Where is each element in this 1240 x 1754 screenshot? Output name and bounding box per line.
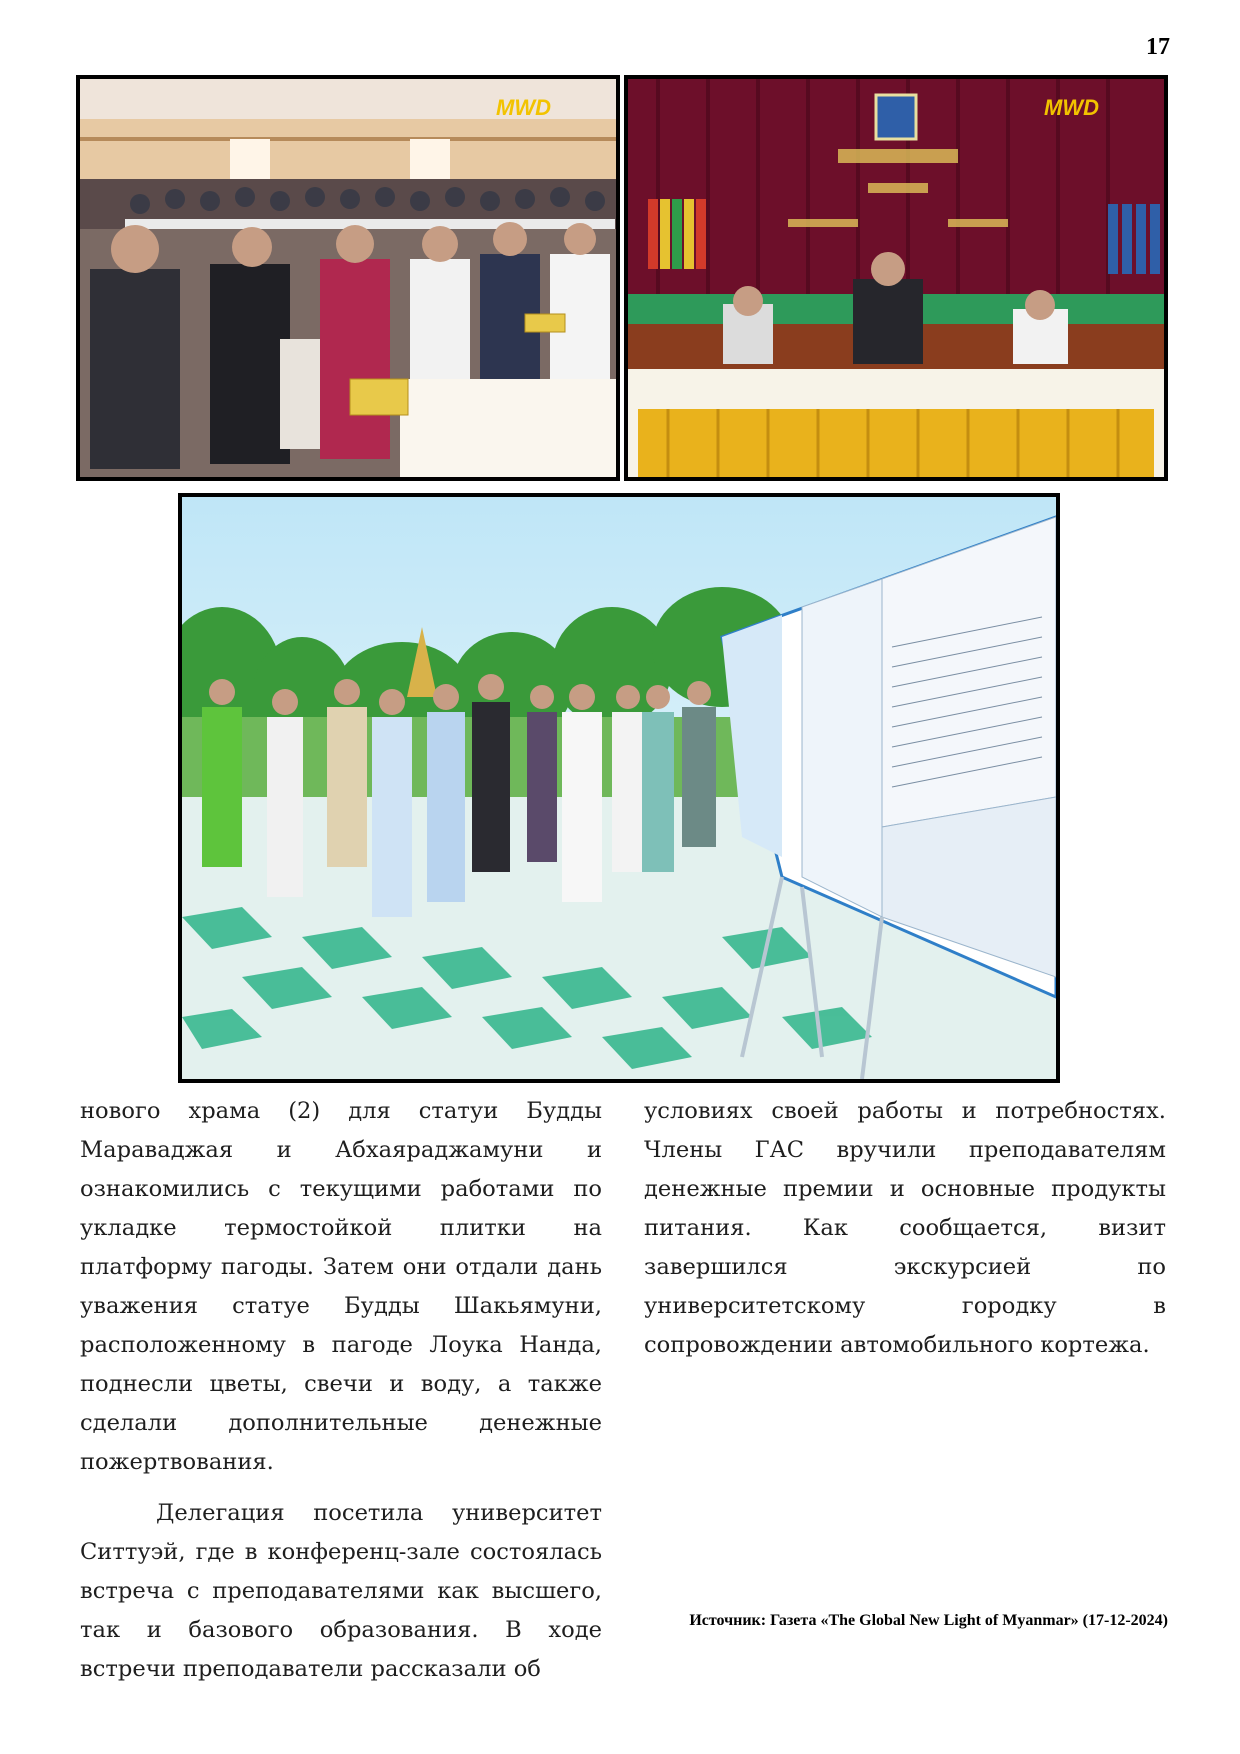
source-citation: Источник: Газета «The Global New Light of Myanmar» (17-12-2024) <box>689 1612 1168 1629</box>
article-column-right <box>644 1092 1166 1365</box>
meeting-presidium-image <box>628 79 1164 477</box>
article-column-left <box>80 1092 602 1689</box>
page-number: 17 <box>1146 34 1170 60</box>
emblem-logo <box>876 95 916 139</box>
delegation-boards-image <box>182 497 1056 1079</box>
mwd-watermark: MWD <box>496 95 551 120</box>
photo-meeting-presidium <box>624 75 1168 481</box>
article-paragraph: Делегация посетила университет Ситтуэй, где в конференц-зале состоялась встреча с преподавателями как высшего, так и базового образования. В ходе встречи преподаватели рассказали об <box>80 1500 602 1682</box>
audience-hall-image <box>80 79 616 477</box>
photo-audience-hall <box>76 75 620 481</box>
article-paragraph: условиях своей работы и потребностях. Члены ГАС вручили преподавателям денежные премии и основные продукты питания. Как сообщается, визит завершился экскурсией по университетскому городку в сопровождении автомобильного кортежа. <box>644 1098 1166 1358</box>
photo-delegation-boards <box>178 493 1060 1083</box>
mwd-watermark: MWD <box>1044 95 1099 120</box>
article-paragraph: нового храма (2) для статуи Будды Мараваджая и Абхаяраджамуни и ознакомились с текущими работами по укладке термостойкой плитки на платформу пагоды. Затем они отдали дань уважения статуе Будды Шакьямуни, расположенному в пагоде Лоука Нанда, поднесли цветы, свечи и воду, а также сделали дополнительные денежные пожертвования. <box>80 1098 602 1475</box>
